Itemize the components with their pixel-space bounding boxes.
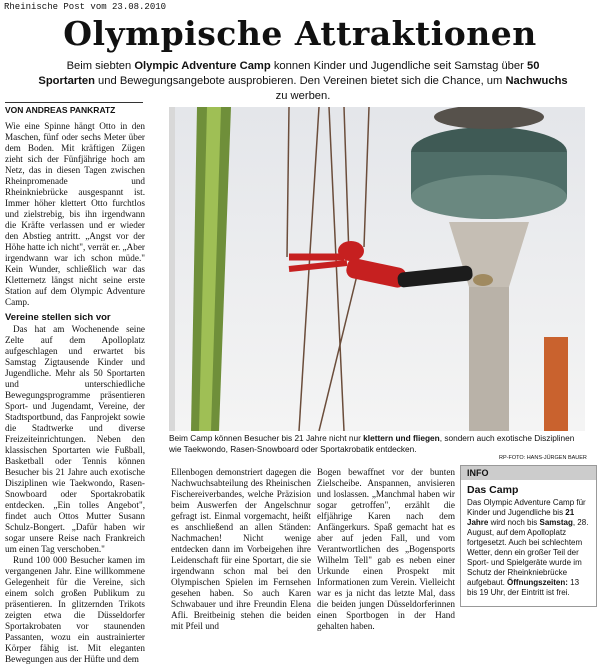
paragraph: Ellenbogen demonstriert dagegen die Nachwuchsabteilung des Rheinischen Fischereiverbandes, welche Präzision beim Auswerfen der Angelschnur gefragt ist. Einmal vorgemacht, heißt es anschließend an allen Ständen: Nachmachen! Nicht wenige entdecken dann im Vorbeigehen ihre Leidenschaft für eine Sportart, die sie irgendwann schon mal bei den Olympischen Spielen im Fernsehen gesehen haben. So auch Karen Schwabauer und ihre Freundin Elena Afli. Breitbeinig stehen die beiden mit Pfeil und [171, 467, 311, 631]
byline: VON ANDREAS PANKRATZ [5, 102, 143, 115]
article-photo [169, 107, 585, 431]
photo-caption: Beim Camp können Besucher bis 21 Jahre nicht nur klettern und fliegen, sondern auch exotische Disziplinen wie Taekwondo, Rasen-Snowboard oder Sportakrobatik entdecken. [169, 433, 575, 454]
newspaper-header: Rheinische Post vom 23.08.2010 [4, 2, 167, 12]
paragraph: Rund 100 000 Besucher kamen im vergangenen Jahr. Eine willkommene Gelegenheit für die Vereine, sich einem solch großen Publikum zu präsentieren. In glitzernden Trikots zeigten etwa die Düsseldorfer Sportakrobaten vor staunenden Passanten, wozu ein austrainierter Körper fähig ist. Mit eleganten Bewegungen aus der Hüfte und dem [5, 555, 145, 664]
info-text: Das Olympic Adventure Camp für Kinder und Jugendliche bis 21 Jahre wird noch bis Samstag, 28. August, auf dem Apolloplatz fortgesetzt. Auch bei schlechtem Wetter, denn ein großer Teil der Sport- und Spielgeräte wurde im Schutz der Rheinkniebrücke aufgebaut. Öffnungszeiten: 13 bis 19 Uhr, der Eintritt ist frei. [467, 498, 589, 597]
paragraph: Bogen bewaffnet vor der bunten Zielscheibe. Anspannen, anvisieren und loslassen. „Manchmal haben wir sogar getroffen", erzählt die elfjährige Karen nach dem Anfängerkurs. Spaß gemacht hat es aber auf jeden Fall, und vom Verantwortlichen des „Bogensports Wilhelm Tell" gab es neben einer Urkunde einen Prospekt mit Informationen zum Verein. Vielleicht war es ja nicht das letzte Mal, dass die beiden jungen Düsseldorferinnen einen Sportbogen in der Hand gehalten haben. [317, 467, 455, 631]
subheading: Vereine stellen sich vor [5, 312, 111, 323]
paragraph: Wie eine Spinne hängt Otto in den Maschen, fünf oder sechs Meter über dem Boden. Mit kräftigen Zügen zieht sich der Fünfjährige hoch am Netz, das in diesen Tagen zwischen Rheinpromenade und Rheinkniebrücke ausgespannt ist. Immer höher klettert Otto furchtlos und zielstrebig, bis ihn irgendwann die Kräfte verlassen und er wieder den Abstieg antritt. „Angst vor der Höhe hatte ich nicht", verrät er. „Aber irgendwann war ich schon müde." Kein Wunder, schließlich war das Kletternetz längst nicht seine erste Station auf dem Olympic Adventure Camp. [5, 121, 145, 307]
lead-paragraph: Beim siebten Olympic Adventure Camp konnen Kinder und Jugendliche seit Samstag über 50 Sportarten und Bewegungsangebote ausprobieren. Den Vereinen bietet sich die Chance, um Nachwuchs zu werben. [38, 60, 568, 102]
info-label: INFO [461, 466, 596, 480]
photo-credit: RP-FOTO: HANS-JÜRGEN BAUER [499, 455, 587, 461]
info-box [460, 465, 597, 607]
article-column-2 [171, 467, 311, 632]
headline: Olympische Attraktionen [63, 14, 537, 53]
info-title: Das Camp [467, 484, 519, 496]
article-column-1 [5, 121, 145, 665]
article-column-3 [317, 467, 455, 632]
climbing-photo-illustration [169, 107, 585, 431]
paragraph: Das hat am Wochenende seine Zelte auf dem Apolloplatz aufgeschlagen und erwartet bis Samstag Zigtausende Kinder und Jugendliche. Mehr als 50 Sportarten und unterschiedliche Bewegungsprogramme präsentieren Sport- und Jugendamt, Vereine, der Stadtsportbund, das Fanprojekt sowie die Stadtwerke und diverse Freizeiteinrichtungen. Neben den klassischen Sportarten wie Fußball, Basketball oder Tennis können Besucher bis 21 Jahre auch exotische Disziplinen wie Taekwondo, Rasen-Snowboard oder Sportakrobatik entdecken. „Ein tolles Angebot", findet auch Ottos Mutter Susann Schulz-Bongert. „Dafür haben wir sogar unsere Reise nach Frankreich um einen Tag verschoben." [5, 324, 145, 554]
